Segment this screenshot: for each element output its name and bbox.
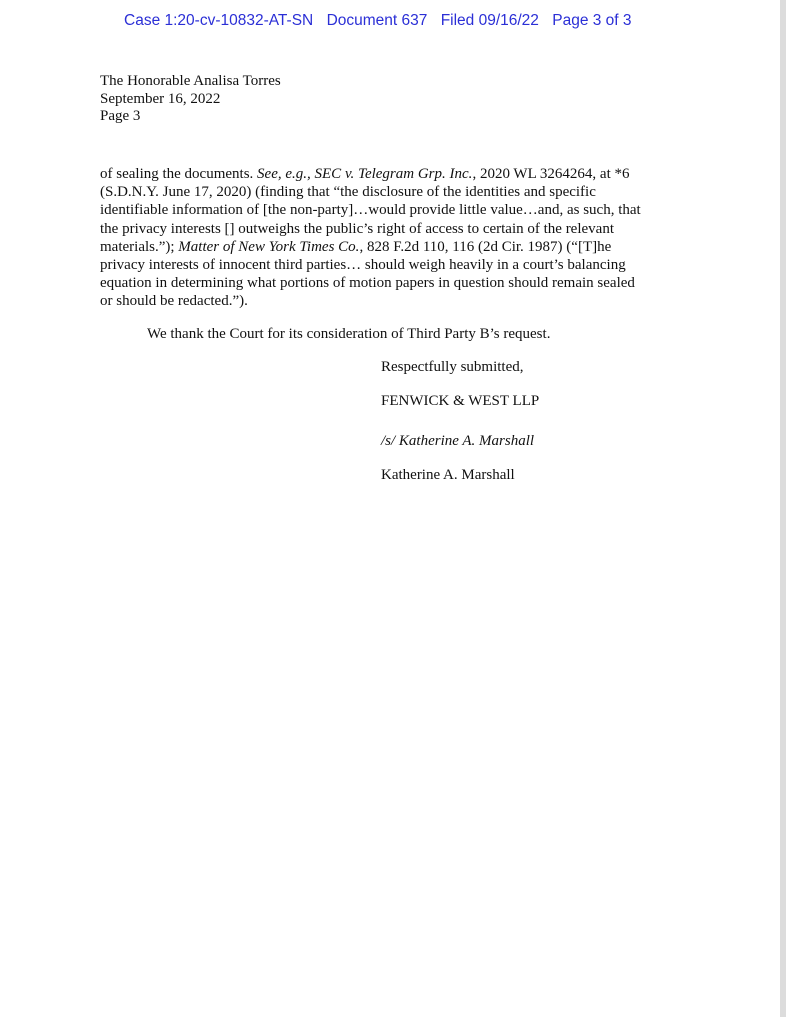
body-line-3: identifiable information of [the non-party]…would provide little value…and, as such, that	[100, 202, 641, 219]
filed-date: Filed 09/16/22	[440, 12, 539, 29]
case-citation-telegram: See, e.g., SEC v. Telegram Grp. Inc.	[257, 166, 473, 182]
body-text-segment: , 2020 WL 3264264, at *6	[472, 166, 630, 182]
body-text-segment: of sealing the documents.	[100, 166, 258, 182]
letter-page: Page 3	[100, 108, 141, 124]
addressee-block	[100, 73, 281, 126]
signer-name: Katherine A. Marshall	[381, 467, 515, 483]
addressee-name: The Honorable Analisa Torres	[100, 73, 281, 89]
body-line-2: (S.D.N.Y. June 17, 2020) (finding that “the disclosure of the identities and specific	[100, 184, 596, 201]
body-line-8: or should be redacted.”).	[100, 293, 248, 310]
body-text-segment: materials.”);	[100, 238, 179, 255]
document-number: Document 637	[326, 12, 428, 29]
page-indicator: Page 3 of 3	[552, 12, 632, 29]
case-number: Case 1:20-cv-10832-AT-SN	[124, 12, 314, 29]
firm-name: FENWICK & WEST LLP	[381, 393, 540, 409]
body-text-segment: , 828 F.2d 110, 116 (2d Cir. 1987) (“[T]he	[359, 238, 612, 255]
case-citation-nytimes: Matter of New York Times Co.	[178, 238, 360, 255]
letter-date: September 16, 2022	[100, 90, 221, 107]
body-line-1	[100, 165, 666, 183]
closing-salutation: Respectfully submitted,	[381, 359, 524, 375]
signature-line: /s/ Katherine A. Marshall	[381, 433, 535, 449]
case-header	[124, 12, 632, 30]
body-line-6: privacy interests of innocent third parties… should weigh heavily in a court’s balancing	[100, 257, 626, 274]
body-line-4: the privacy interests [] outweighs the public’s right of access to certain of the relevant	[100, 220, 614, 237]
thanks-paragraph: We thank the Court for its consideration of Third Party B’s request.	[147, 326, 551, 342]
body-line-5	[100, 238, 666, 256]
page-edge-divider	[780, 0, 786, 1017]
body-paragraph	[100, 165, 666, 311]
body-line-7: equation in determining what portions of motion papers in question should remain sealed	[100, 275, 635, 292]
